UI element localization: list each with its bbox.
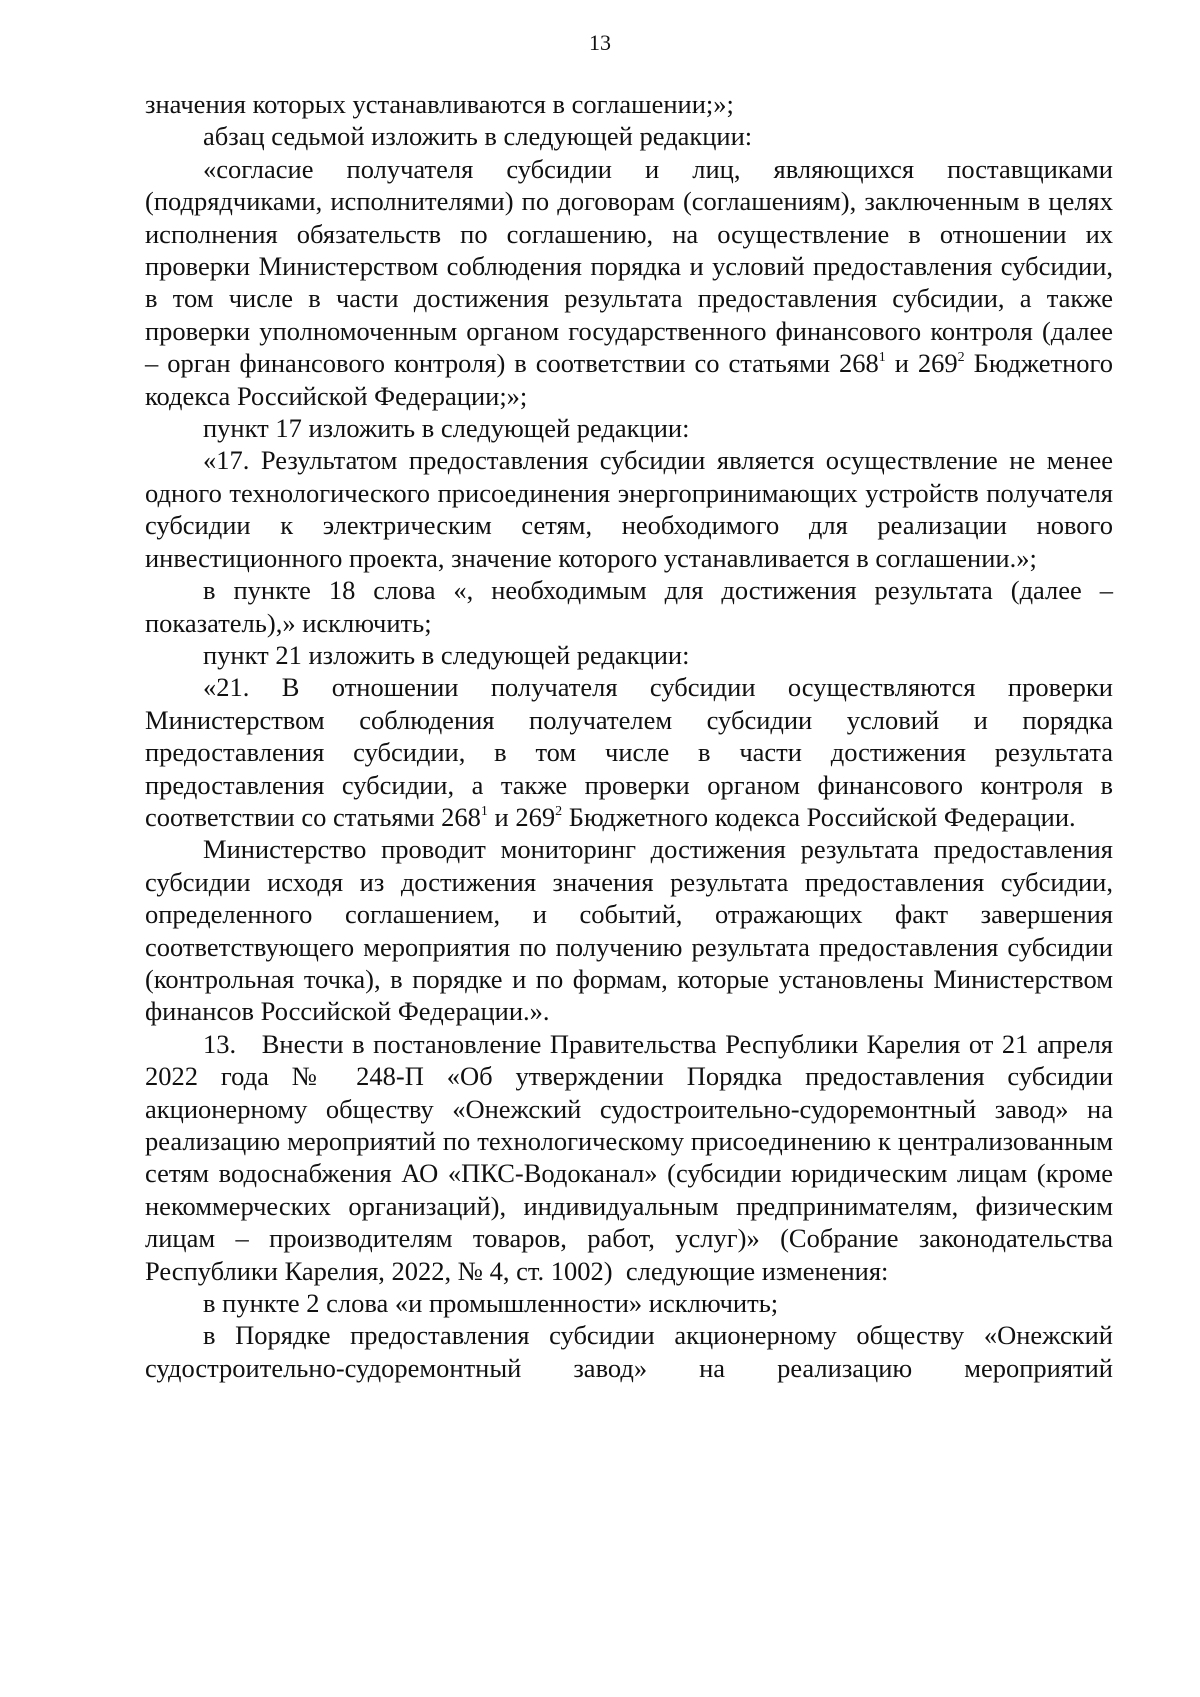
paragraph-text: Бюджетного кодекса Российской Федерации;»; [145, 348, 1113, 411]
paragraph-text: «21. В отношении получателя субсидии осуществляются проверки Министерством соблюдения получателем субсидии условий и порядка предоставления субсидии, в том числе в части достижения результата предоставления субсидии, а также проверки органом финансового контроля в соответствии со статьями 268 [145, 672, 1113, 832]
paragraph-amend-punkt-18: в пункте 18 слова «, необходимым для достижения результата (далее – показатель),» исключить; [145, 575, 1113, 638]
paragraph-text: и 269 [885, 348, 958, 379]
paragraph-text: Бюджетного кодекса Российской Федерации. [562, 801, 1076, 832]
paragraph-amend-punkt-21: пункт 21 изложить в следующей редакции: [203, 639, 690, 670]
page-number: 13 [589, 30, 611, 55]
paragraph-amend-punkt-2: в пункте 2 слова «и промышленности» исключить; [203, 1288, 779, 1319]
superscript: 2 [555, 803, 563, 819]
document-body [145, 88, 1120, 1384]
paragraph-poryadok-amend: в Порядке предоставления субсидии акционерному обществу «Онежский судостроительно-судоремонтный завод» на реализацию мероприятий [145, 1320, 1113, 1383]
superscript: 1 [480, 803, 488, 819]
superscript: 2 [957, 350, 965, 366]
paragraph-item-13: 13. Внести в постановление Правительства Республики Карелия от 21 апреля 2022 года № 248-П «Об утверждении Порядка предоставления субсидии акционерному обществу «Онежский судостроительно-судоремонтный завод» на реализацию мероприятий по технологическому присоединению к централизованным сетям водоснабжения АО «ПКС-Водоканал» (субсидии юридическим лицам (кроме некоммерческих организаций), индивидуальным предпринимателям, физическим лицам – производителям товаров, работ, услуг)» (Собрание законодательства Республики Карелия, 2022, № 4, ст. 1002) следующие изменения: [145, 1028, 1120, 1286]
paragraph-text: и 269 [487, 801, 556, 832]
paragraph-amend-punkt-17: пункт 17 изложить в следующей редакции: [203, 413, 690, 444]
paragraph-monitoring: Министерство проводит мониторинг достижения результата предоставления субсидии исходя из достижения значения результата предоставления субсидии, определенного соглашением, и событий, отражающих факт завершения соответствующего мероприятия по получению результата предоставления субсидии (контрольная точка), в порядке и по формам, которые установлены Министерством финансов Российской Федерации.». [145, 834, 1113, 1027]
paragraph-text: «согласие получателя субсидии и лиц, являющихся поставщиками (подрядчиками, исполнителями) по договорам (соглашениям), заключенным в целях исполнения обязательств по соглашению, на осуществление в отношении их проверки Министерством соблюдения порядка и условий предоставления субсидии, в том числе в части достижения результата предоставления субсидии, а также проверки уполномоченным органом государственного финансового контроля (далее – орган финансового контроля) в соответствии со статьями 268 [145, 153, 1113, 379]
superscript: 1 [878, 350, 886, 366]
paragraph-punkt-17-text: «17. Результатом предоставления субсидии является осуществление не менее одного технологического присоединения энергопринимающих устройств получателя субсидии к электрическим сетям, необходимого для реализации нового инвестиционного проекта, значение которого устанавливается в соглашении.»; [145, 445, 1113, 573]
paragraph-amend-abzac-7: абзац седьмой изложить в следующей редакции: [203, 121, 753, 152]
paragraph-punkt-21-text [145, 671, 1113, 833]
paragraph-consent-clause [145, 153, 1113, 412]
paragraph-continuation: значения которых устанавливаются в соглашении;»; [145, 89, 734, 119]
